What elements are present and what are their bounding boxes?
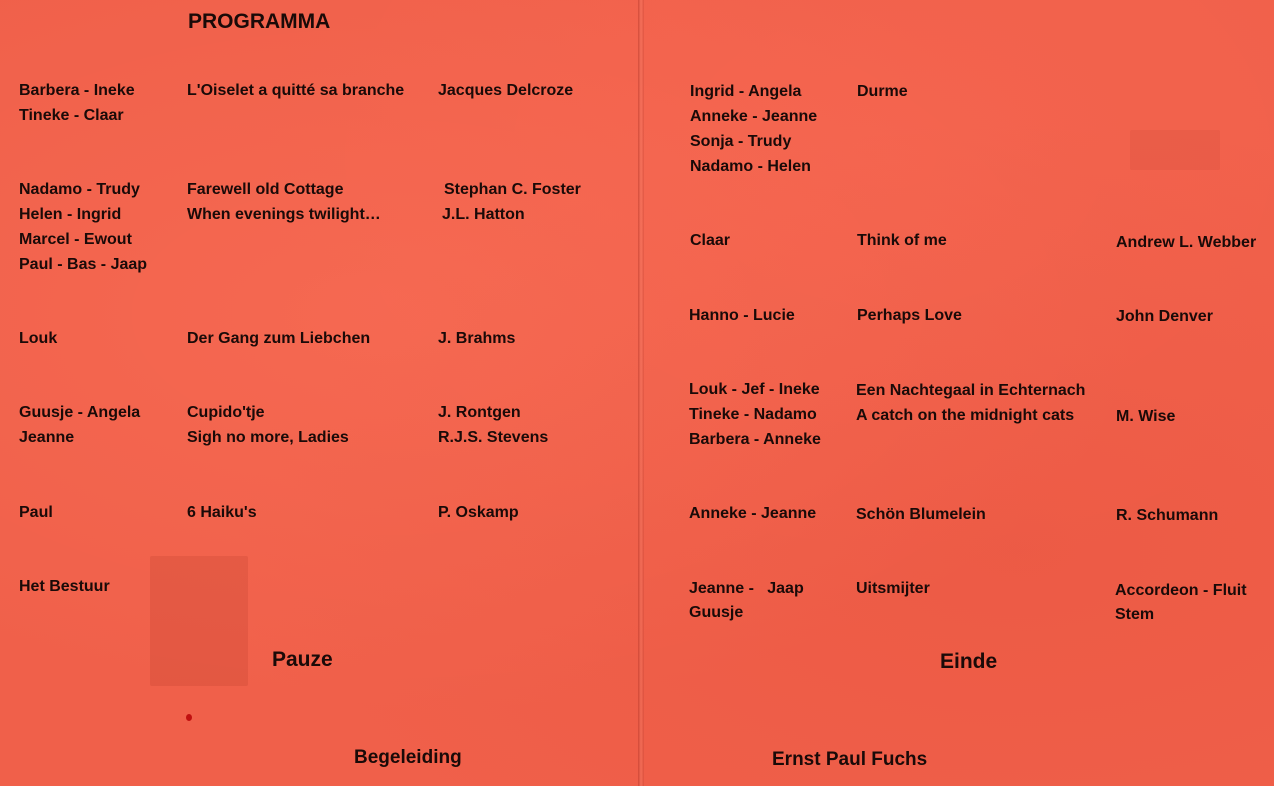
performer: Jeanne (19, 429, 75, 446)
performer: Marcel - Ewout (19, 231, 132, 248)
composer: Andrew L. Webber (1116, 234, 1257, 251)
song-title: Perhaps Love (857, 307, 962, 324)
song-title: 6 Haiku's (187, 504, 257, 521)
page-title: PROGRAMMA (188, 10, 331, 33)
song-title: Der Gang zum Liebchen (187, 330, 371, 347)
performer: Barbera - Anneke (689, 431, 821, 448)
performer: Louk (19, 330, 58, 347)
performer: Paul - Bas - Jaap (19, 256, 148, 273)
performer: Louk - Jef - Ineke (689, 381, 820, 398)
performer: Anneke - Jeanne (689, 505, 817, 522)
performer: Het Bestuur (19, 578, 110, 595)
song-title: Uitsmijter (856, 580, 930, 597)
song-title: Think of me (857, 232, 947, 249)
song-title: When evenings twilight… (187, 206, 381, 223)
performer: Jeanne - Jaap (689, 580, 804, 597)
performer: Claar (690, 232, 731, 249)
performer: Paul (19, 504, 53, 521)
song-title: Een Nachtegaal in Echternach (856, 382, 1086, 399)
composer: Jacques Delcroze (438, 82, 574, 99)
composer: J.L. Hatton (442, 206, 525, 223)
song-title: Durme (857, 83, 908, 100)
performer: Ingrid - Angela (690, 83, 802, 100)
composer: P. Oskamp (438, 504, 519, 521)
composer: M. Wise (1116, 408, 1176, 425)
song-title: A catch on the midnight cats (856, 407, 1075, 424)
performer: Tineke - Nadamo (689, 406, 817, 423)
song-title: Cupido'tje (187, 404, 265, 421)
performer: Guusje - Angela (19, 404, 141, 421)
performer: Sonja - Trudy (690, 133, 792, 150)
bleed-through-photo (150, 556, 248, 686)
performer: Helen - Ingrid (19, 206, 122, 223)
song-title: Schön Blumelein (856, 506, 986, 523)
song-title: Sigh no more, Ladies (187, 429, 349, 446)
center-fold (638, 0, 644, 786)
einde-heading: Einde (940, 650, 998, 673)
performer: Nadamo - Helen (690, 158, 811, 175)
performer: Tineke - Claar (19, 107, 124, 124)
performer: Guusje (689, 604, 744, 621)
composer: R.J.S. Stevens (438, 429, 549, 446)
accompanist-name: Ernst Paul Fuchs (772, 749, 928, 770)
pauze-heading: Pauze (272, 648, 333, 671)
composer: J. Brahms (438, 330, 516, 347)
composer: John Denver (1116, 308, 1213, 325)
performer: Anneke - Jeanne (690, 108, 818, 125)
performer: Barbera - Ineke (19, 82, 135, 99)
composer: Stephan C. Foster (444, 181, 581, 198)
accompaniment-label: Begeleiding (354, 747, 462, 768)
composer: R. Schumann (1116, 507, 1219, 524)
composer: J. Rontgen (438, 404, 521, 421)
ink-spot (186, 714, 192, 721)
performer: Hanno - Lucie (689, 307, 795, 324)
song-title: L'Oiselet a quitté sa branche (187, 82, 405, 99)
composer: Accordeon - Fluit (1115, 582, 1247, 599)
bleed-through-mark (1130, 130, 1220, 170)
composer: Stem (1115, 606, 1155, 623)
song-title: Farewell old Cottage (187, 181, 344, 198)
performer: Nadamo - Trudy (19, 181, 140, 198)
